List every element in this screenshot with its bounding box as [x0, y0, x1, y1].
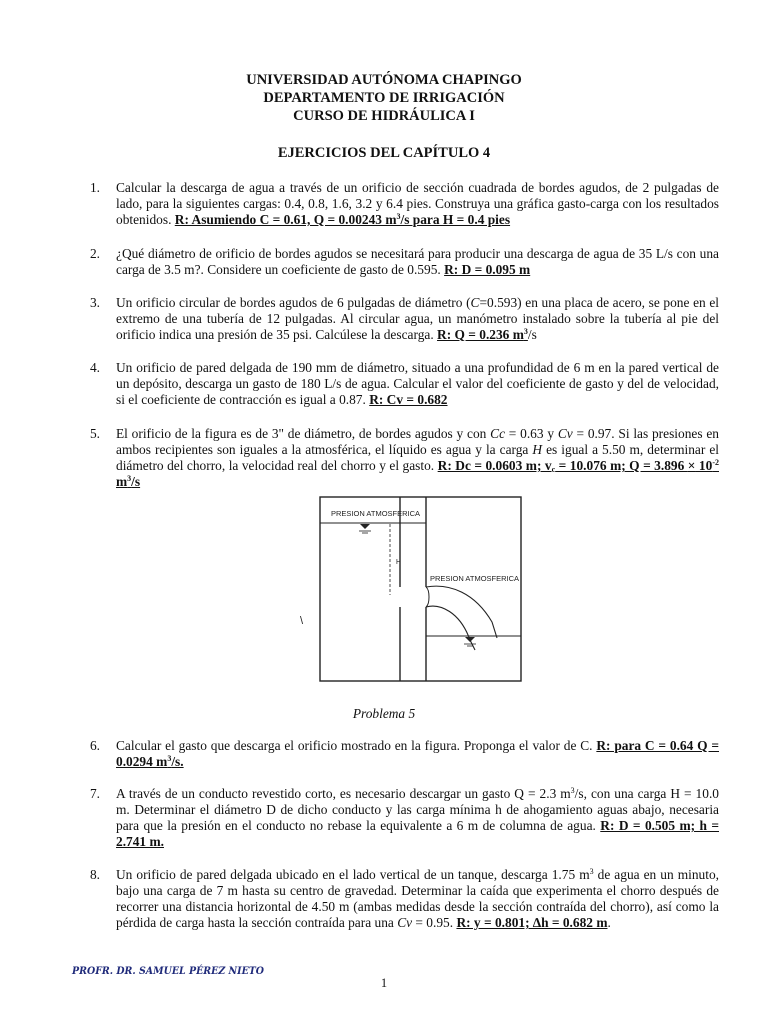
exercise-text: El orificio de la figura es de 3" de diámetro, de bordes agudos y con Cc = 0.63 y Cv = 0.97. Si las presiones en ambos recipientes son iguales a la atmosférica, el líquido es agua y la carga H es igual a 5.50 m, determinar el diámetro del chorro, la velocidad real del chorro y el gasto. R: Dc = 0.0603 m; $v_c = 10.076$ m; $Q = 3.896 \times 10^{-2}$ $m^3/s$	[116, 426, 719, 489]
exercise-text: Un orificio de pared delgada ubicado en el lado vertical de un tanque, descarga 1.75 $m^3$ de agua en un minuto, bajo una carga de 7 m hasta su centro de gravedad. Determinar la caída que experimenta el chorro después de recorrer una distancia horizontal de 4.50 m (ambas medidas desde la sección contraída del chorro), así como la pérdida de carga hasta la sección contraída para una Cv = 0.95. R: y = 0.801; ∆h = 0.682 m.	[116, 867, 719, 930]
exercise-number: 5.	[89, 426, 100, 441]
figure-frame	[320, 497, 521, 681]
pressure-label-left: PRESION ATMOSFERICA	[331, 509, 421, 518]
exercise-text: ¿Qué diámetro de orificio de bordes agudos se necesitará para producir una descarga de agua de 35 L/s con una carga de 3.5 m?. Considere un coeficiente de gasto de 0.595. R: D = 0.095 m	[116, 246, 719, 277]
problem-5-figure	[280, 490, 550, 690]
exercise-text: Calcular el gasto que descarga el orificio mostrado en la figura. Proponga el valor de C. R: para C = 0.64 Q = 0.0294 $m^3/s$.	[116, 738, 719, 769]
exercise-number: 7.	[89, 786, 100, 801]
figure-caption: Problema 5	[352, 706, 416, 721]
exercise-answer: R: Dc = 0.0603 m; $v_c = 10.076$ m; $Q = 3.896 \times 10^{-2}$ $m^3/s$	[116, 458, 719, 489]
water-level-marker	[465, 637, 475, 642]
course-name: CURSO DE HIDRÁULICA I	[293, 108, 475, 124]
stray-mark: \	[300, 615, 304, 627]
exercise-answer: R: D = 0.095 m	[444, 262, 531, 277]
exercise-number: 3.	[89, 295, 100, 310]
exercise-number: 1.	[89, 180, 100, 195]
exercise-text: A través de un conducto revestido corto, es necesario descargar un gasto Q = 2.3 $m^3/s$, con una carga H = 10.0 m. Determinar el diámetro D de dicho conducto y las carga mínima h de ahogamiento aguas abajo, necesaria para que la presión en el conducto no rebase la equivalente a 6 m de columna de agua. R: D = 0.505 m; h = 2.741 m.	[116, 786, 719, 849]
exercise-answer: R: Asumiendo C = 0.61, Q = 0.00243 $m^3/s$ para H = 0.4 pies	[174, 212, 511, 227]
author-footer: PROFR. DR. SAMUEL PÉREZ NIETO	[72, 965, 265, 977]
exercise-number: 4.	[89, 360, 100, 375]
water-jet	[426, 586, 497, 650]
exercise-answer: R: para C = 0.64 Q = 0.0294 $m^3/s$.	[116, 738, 719, 769]
exercise-answer: R: Q = 0.236 $m^3$	[437, 327, 528, 342]
orifice-lip	[426, 587, 429, 607]
university-name: UNIVERSIDAD AUTÓNOMA CHAPINGO	[246, 72, 522, 88]
exercise-number: 2.	[89, 246, 100, 261]
exercise-answer: R: y = 0.801; ∆h = 0.682 m	[456, 915, 608, 930]
department-name: DEPARTAMENTO DE IRRIGACIÓN	[263, 90, 505, 106]
exercise-text: Calcular la descarga de agua a través de un orificio de sección cuadrada de bordes agudos, de 2 pulgadas de lado, para la siguientes cargas: 0.4, 0.8, 1.6, 3.2 y 6.4 pies. Construya una gráfica gasto-carga con los resultados obtenidos. R: Asumiendo C = 0.61, Q = 0.00243 $m^3/s$ para H = 0.4 pies	[116, 180, 719, 227]
section-title: EJERCICIOS DEL CAPÍTULO 4	[277, 145, 491, 161]
page-number: 1	[380, 976, 388, 990]
exercise-text: Un orificio de pared delgada de 190 mm de diámetro, situado a una profundidad de 6 m en la pared vertical de un depósito, descarga un gasto de 180 L/s de agua. Calcular el valor del coeficiente de gasto y del de velocidad, si el coeficiente de contracción es igual a 0.87. R: Cv = 0.682	[116, 360, 719, 407]
head-label: H	[396, 559, 402, 566]
water-level-marker	[360, 524, 370, 529]
exercise-number: 6.	[89, 738, 100, 753]
exercise-number: 8.	[89, 867, 100, 882]
exercise-answer: R: Cv = 0.682	[369, 392, 448, 407]
exercise-answer: R: D = 0.505 m; h = 2.741 m.	[116, 818, 719, 849]
exercise-text: Un orificio circular de bordes agudos de 6 pulgadas de diámetro (C=0.593) en una placa de acero, se pone en el extremo de una tubería de 12 pulgadas. Al circular agua, un manómetro instalado sobre la tubería al pie del orificio indica una presión de 35 psi. Calcúlese la descarga. R: Q = 0.236 $m^3/s$	[116, 295, 720, 342]
pressure-label-right: PRESION ATMOSFERICA	[430, 574, 520, 583]
